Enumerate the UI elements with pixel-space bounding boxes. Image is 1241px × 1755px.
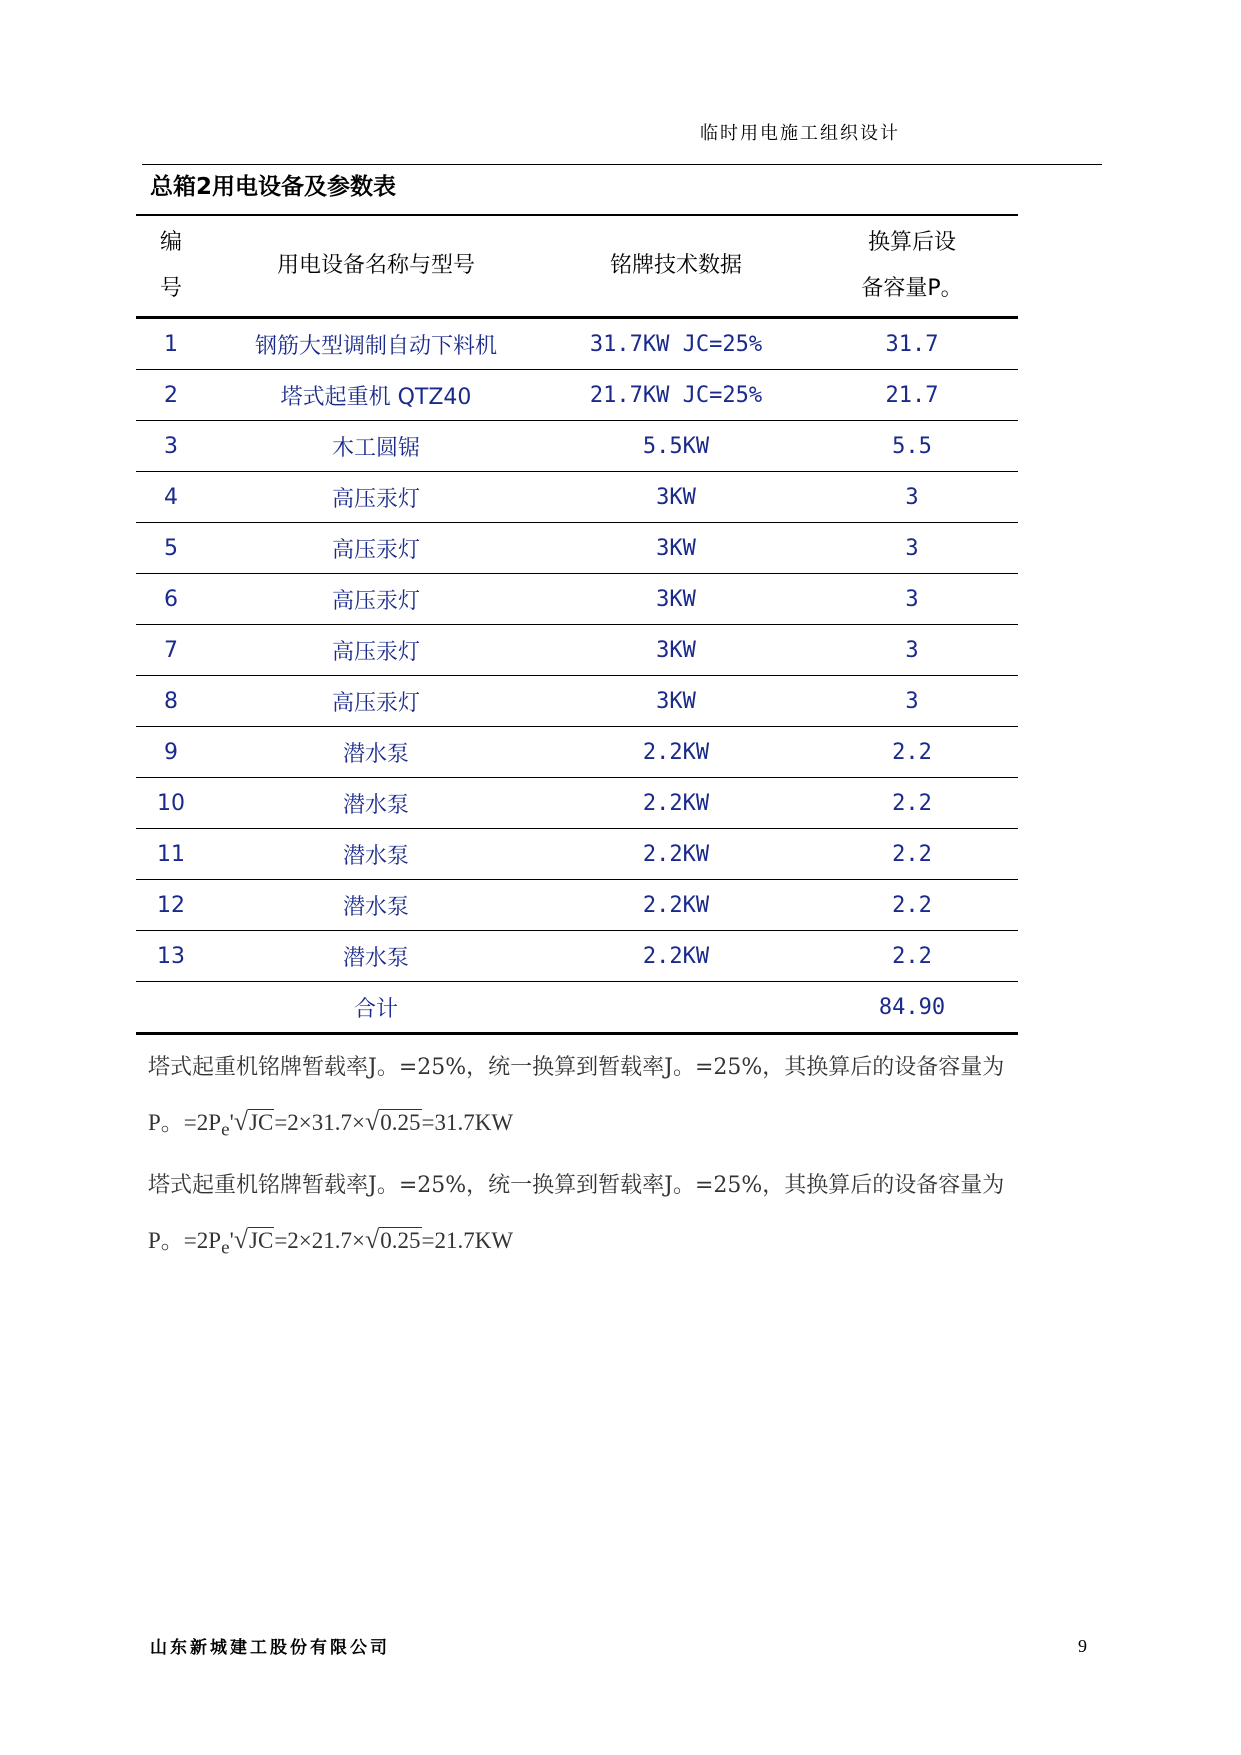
row-equipment-name: 潜水泵 xyxy=(206,727,546,778)
row-equipment-name: 塔式起重机 QTZ40 xyxy=(206,370,546,421)
row-equipment-name: 高压汞灯 xyxy=(206,472,546,523)
row-nameplate-data: 3KW xyxy=(546,523,806,574)
row-converted-capacity: 2.2 xyxy=(806,778,1018,829)
formula-2-radicand-1: JC xyxy=(249,1228,274,1253)
row-nameplate-data: 2.2KW xyxy=(546,931,806,982)
row-nameplate-data: 3KW xyxy=(546,625,806,676)
table-row xyxy=(136,727,1018,778)
table-row xyxy=(136,574,1018,625)
row-number: 3 xyxy=(136,421,206,472)
row-equipment-name: 钢筋大型调制自动下料机 xyxy=(206,318,546,370)
row-converted-capacity: 3 xyxy=(806,676,1018,727)
row-number: 5 xyxy=(136,523,206,574)
row-nameplate-data: 3KW xyxy=(546,472,806,523)
paragraph-1-text: 塔式起重机铭牌暂载率J。=25%，统一换算到暂载率J。=25%，其换算后的设备容量为 xyxy=(148,1055,1005,1080)
formula-1-radicand-1: JC xyxy=(249,1110,274,1135)
row-number: 9 xyxy=(136,727,206,778)
table-row xyxy=(136,523,1018,574)
table-row xyxy=(136,778,1018,829)
equipment-table xyxy=(136,214,1018,1035)
formula-1-result: =31.7KW xyxy=(421,1110,514,1135)
row-equipment-name: 高压汞灯 xyxy=(206,676,546,727)
row-number: 7 xyxy=(136,625,206,676)
table-row xyxy=(136,318,1018,370)
table-row xyxy=(136,421,1018,472)
document-header-title: 临时用电施工组织设计 xyxy=(700,123,900,144)
formula-2-result: =21.7KW xyxy=(421,1228,514,1253)
formula-2-subscript: e xyxy=(221,1237,230,1259)
header-nameplate-data: 铭牌技术数据 xyxy=(546,215,806,318)
row-number: 6 xyxy=(136,574,206,625)
total-value: 84.90 xyxy=(806,982,1018,1034)
row-number: 4 xyxy=(136,472,206,523)
sqrt-icon: √ xyxy=(233,1107,249,1136)
formula-2-prime: ' xyxy=(229,1228,234,1253)
header-divider xyxy=(142,164,1102,165)
table-row xyxy=(136,829,1018,880)
row-equipment-name: 潜水泵 xyxy=(206,880,546,931)
row-equipment-name: 潜水泵 xyxy=(206,778,546,829)
formula-1-middle: =2×31.7× xyxy=(274,1110,365,1135)
total-number-cell xyxy=(136,982,206,1034)
row-nameplate-data: 31.7KW JC=25% xyxy=(546,318,806,370)
formula-1-lhs: P。=2P xyxy=(148,1110,222,1135)
table-total-row xyxy=(136,982,1018,1034)
header-capacity-line1: 换算后设 xyxy=(867,230,956,255)
row-equipment-name: 高压汞灯 xyxy=(206,625,546,676)
row-number: 10 xyxy=(136,778,206,829)
row-nameplate-data: 5.5KW xyxy=(546,421,806,472)
formula-2-lhs: P。=2P xyxy=(148,1228,222,1253)
total-spec-cell xyxy=(546,982,806,1034)
header-equipment-name: 用电设备名称与型号 xyxy=(206,215,546,318)
sqrt-icon: √ xyxy=(364,1107,380,1136)
total-label: 合计 xyxy=(206,982,546,1034)
sqrt-icon: √ xyxy=(364,1225,380,1254)
formula-1-prime: ' xyxy=(229,1110,234,1135)
header-capacity-line2: 备容量P。 xyxy=(861,276,963,301)
row-number: 2 xyxy=(136,370,206,421)
table-row xyxy=(136,931,1018,982)
formula-2 xyxy=(148,1222,513,1260)
formula-2-radicand-2: 0.25 xyxy=(380,1228,421,1253)
row-converted-capacity: 2.2 xyxy=(806,931,1018,982)
row-converted-capacity: 3 xyxy=(806,472,1018,523)
row-converted-capacity: 3 xyxy=(806,523,1018,574)
table-row xyxy=(136,625,1018,676)
row-equipment-name: 高压汞灯 xyxy=(206,523,546,574)
row-nameplate-data: 2.2KW xyxy=(546,778,806,829)
table-row xyxy=(136,676,1018,727)
row-nameplate-data: 3KW xyxy=(546,676,806,727)
row-number: 8 xyxy=(136,676,206,727)
row-converted-capacity: 21.7 xyxy=(806,370,1018,421)
row-number: 1 xyxy=(136,318,206,370)
row-converted-capacity: 3 xyxy=(806,574,1018,625)
table-title: 总箱2用电设备及参数表 xyxy=(150,174,397,200)
row-converted-capacity: 3 xyxy=(806,625,1018,676)
header-converted-capacity xyxy=(806,215,1018,318)
table-row xyxy=(136,880,1018,931)
row-nameplate-data: 2.2KW xyxy=(546,880,806,931)
row-nameplate-data: 2.2KW xyxy=(546,727,806,778)
row-converted-capacity: 2.2 xyxy=(806,880,1018,931)
row-converted-capacity: 2.2 xyxy=(806,829,1018,880)
table-row xyxy=(136,370,1018,421)
table-row xyxy=(136,472,1018,523)
row-equipment-name: 木工圆锯 xyxy=(206,421,546,472)
formula-1-radicand-2: 0.25 xyxy=(380,1110,421,1135)
row-converted-capacity: 2.2 xyxy=(806,727,1018,778)
header-number xyxy=(136,215,206,318)
paragraph-2-text: 塔式起重机铭牌暂载率J。=25%，统一换算到暂载率J。=25%，其换算后的设备容量为 xyxy=(148,1173,1005,1198)
sqrt-icon: √ xyxy=(233,1225,249,1254)
row-number: 11 xyxy=(136,829,206,880)
row-converted-capacity: 31.7 xyxy=(806,318,1018,370)
formula-1 xyxy=(148,1104,513,1142)
row-equipment-name: 潜水泵 xyxy=(206,829,546,880)
table-header-row xyxy=(136,215,1018,318)
formula-1-subscript: e xyxy=(221,1119,230,1141)
row-converted-capacity: 5.5 xyxy=(806,421,1018,472)
header-number-line1: 编 xyxy=(159,230,182,255)
row-nameplate-data: 2.2KW xyxy=(546,829,806,880)
formula-2-middle: =2×21.7× xyxy=(274,1228,365,1253)
row-equipment-name: 潜水泵 xyxy=(206,931,546,982)
row-number: 12 xyxy=(136,880,206,931)
row-nameplate-data: 3KW xyxy=(546,574,806,625)
page-number: 9 xyxy=(1078,1636,1087,1656)
row-nameplate-data: 21.7KW JC=25% xyxy=(546,370,806,421)
row-equipment-name: 高压汞灯 xyxy=(206,574,546,625)
row-number: 13 xyxy=(136,931,206,982)
header-number-line2: 号 xyxy=(159,276,182,301)
footer-company-name: 山东新城建工股份有限公司 xyxy=(150,1638,390,1658)
